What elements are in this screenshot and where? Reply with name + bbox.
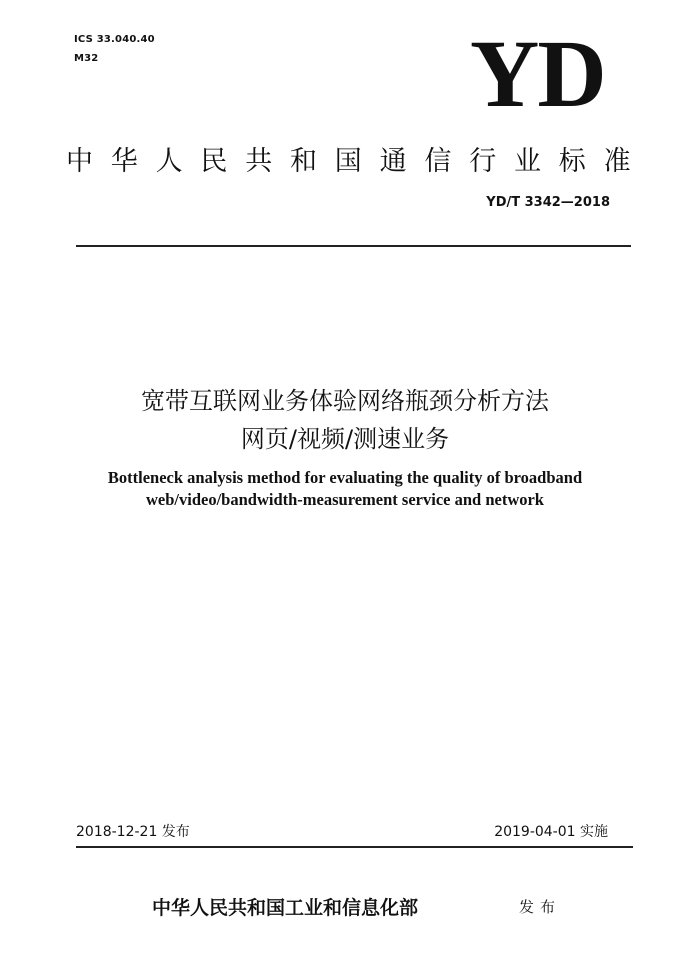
issue-date: 2018-12-21 发布 [76, 824, 190, 840]
standard-class-heading: 中华人民共和国通信行业标准 [66, 146, 649, 177]
english-title-line-2: web/video/bandwidth-measurement service and network [146, 490, 544, 509]
yd-logo: YD [470, 20, 605, 127]
ics-code: ICS 33.040.40 [74, 34, 155, 45]
standard-number: YD/T 3342—2018 [486, 195, 610, 210]
ccs-code: M32 [74, 53, 99, 64]
implementation-date: 2019-04-01 实施 [494, 824, 608, 840]
bottom-divider [76, 846, 633, 848]
english-title-line-1: Bottleneck analysis method for evaluating the quality of broadband [107, 468, 583, 487]
issuing-authority: 中华人民共和国工业和信息化部 [152, 897, 419, 919]
chinese-title-line-2: 网页/视频/测速业务 [240, 425, 450, 453]
top-divider [76, 245, 631, 247]
chinese-title-line-1: 宽带互联网业务体验网络瓶颈分析方法 [141, 387, 549, 415]
issue-label: 发布 [519, 898, 562, 916]
